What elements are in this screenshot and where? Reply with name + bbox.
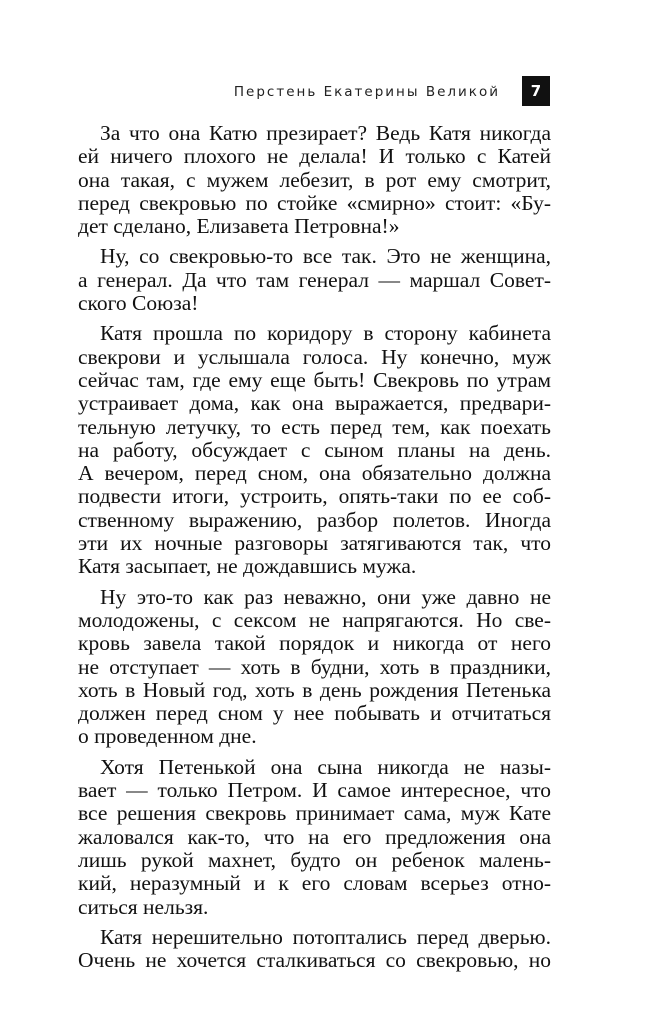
text-line: ского Союза!	[78, 291, 199, 316]
text-line: подвести итоги, устроить, опять-таки по ее соб-	[78, 484, 551, 509]
text-line: Ну, со свекровью-то все так. Это не женщина,	[100, 244, 551, 269]
paragraph	[78, 756, 551, 919]
body-text	[78, 122, 551, 972]
paragraph	[78, 586, 551, 749]
text-line: Очень не хочется сталкиваться со свекровью, но	[78, 948, 551, 973]
text-line: о проведенном дне.	[78, 724, 257, 749]
text-line: сейчас там, где ему еще быть! Свекровь по утрам	[78, 367, 551, 392]
paragraph	[78, 122, 551, 238]
text-line: Катя засыпает, не дождавшись мужа.	[78, 554, 417, 579]
text-line: устраивает дома, как она выражается, предвари-	[78, 391, 551, 416]
paragraph	[78, 926, 551, 973]
text-line: Катя прошла по коридору в сторону кабинета	[100, 321, 551, 346]
text-line: лишь рукой махнет, будто он ребенок малень-	[78, 847, 551, 872]
text-line: перед свекровью по стойке «смирно» стоит: «Бу-	[78, 190, 551, 215]
text-line: ситься нельзя.	[78, 894, 209, 919]
text-line: А вечером, перед сном, она обязательно должна	[78, 461, 551, 486]
text-line: все решения свекровь принимает сама, муж Кате	[78, 801, 551, 826]
text-line: кий, неразумный и к его словам всерьез отно-	[78, 871, 551, 896]
running-title: Перстень Екатерины Великой	[233, 84, 500, 100]
text-line: кровь завела такой порядок и никогда от него	[78, 631, 551, 656]
text-line: тельную летучку, то есть перед тем, как поехать	[78, 414, 551, 439]
text-line: Катя нерешительно потоптались перед дверью.	[100, 924, 551, 949]
text-line: молодожены, с сексом не напрягаются. Но све-	[78, 607, 551, 632]
page-header	[76, 76, 550, 108]
paragraph	[78, 322, 551, 578]
text-line: хоть в Новый год, хоть в день рождения Петенька	[78, 677, 551, 702]
text-line: Хотя Петенькой она сына никогда не назы-	[100, 754, 551, 779]
text-line: должен перед сном у нее побывать и отчитаться	[78, 701, 551, 726]
text-line: дет сделано, Елизавета Петровна!»	[78, 214, 400, 239]
text-line: на работу, обсуждает с сыном планы на день.	[78, 437, 551, 462]
text-line: вает — только Петром. И самое интересное, что	[78, 778, 551, 803]
text-line: Ну это-то как раз неважно, они уже давно не	[100, 584, 551, 609]
text-line: ственному выражению, разбор полетов. Иногда	[78, 507, 551, 532]
text-line: жаловался как-то, что на его предложения она	[78, 824, 551, 849]
text-line: За что она Катю презирает? Ведь Катя никогда	[100, 121, 551, 145]
text-line: ей ничего плохого не делала! И только с Катей	[78, 144, 551, 169]
text-line: свекрови и услышала голоса. Ну конечно, муж	[78, 344, 551, 369]
page-number: 7	[522, 76, 550, 106]
text-line: эти их ночные разговоры затягиваются так, что	[78, 531, 551, 556]
paragraph	[78, 245, 551, 315]
text-line: не отступает — хоть в будни, хоть в праздники,	[78, 654, 551, 679]
text-line: она такая, с мужем лебезит, в рот ему смотрит,	[78, 167, 551, 192]
text-line: а генерал. Да что там генерал — маршал Совет-	[78, 267, 551, 292]
